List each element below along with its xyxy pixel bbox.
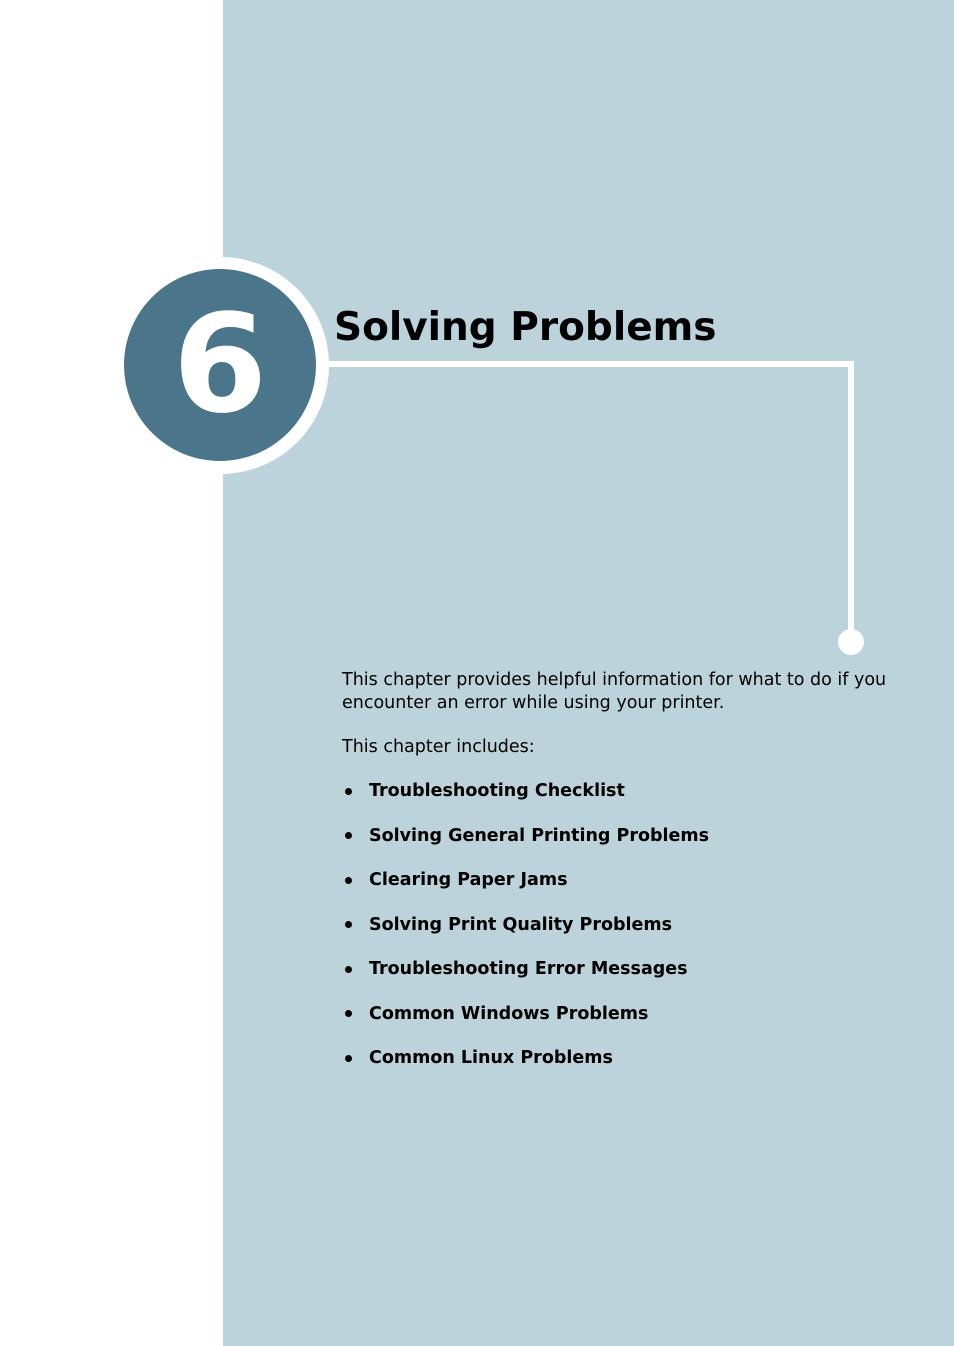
topic-label: Solving Print Quality Problems — [369, 914, 673, 935]
bullet-icon — [345, 1010, 352, 1017]
topic-item — [342, 947, 709, 992]
chapter-number-badge: 6 — [124, 269, 316, 461]
chapter-title: Solving Problems — [334, 305, 717, 350]
bullet-icon — [345, 832, 352, 839]
topic-label: Common Linux Problems — [369, 1048, 613, 1069]
topic-item — [342, 858, 709, 903]
topic-item — [342, 992, 709, 1037]
includes-label: This chapter includes: — [342, 737, 535, 757]
bullet-icon — [345, 921, 352, 928]
topic-item — [342, 1036, 709, 1081]
topic-label: Troubleshooting Checklist — [369, 781, 625, 802]
bullet-icon — [345, 1055, 352, 1062]
topic-list — [342, 779, 709, 1081]
title-underline — [329, 361, 854, 367]
topic-label: Solving General Printing Problems — [369, 825, 710, 846]
bullet-icon — [345, 877, 352, 884]
topic-item — [342, 814, 709, 859]
topic-item — [342, 903, 709, 948]
topic-item — [342, 769, 709, 814]
topic-label: Common Windows Problems — [369, 1003, 649, 1024]
bullet-icon — [345, 788, 352, 795]
connector-dot — [838, 629, 864, 655]
topic-label: Clearing Paper Jams — [369, 870, 568, 891]
bullet-icon — [345, 966, 352, 973]
connector-line — [848, 361, 854, 631]
intro-paragraph: This chapter provides helpful information for what to do if you encounter an error while using your printer. — [342, 670, 887, 713]
topic-label: Troubleshooting Error Messages — [369, 959, 688, 980]
